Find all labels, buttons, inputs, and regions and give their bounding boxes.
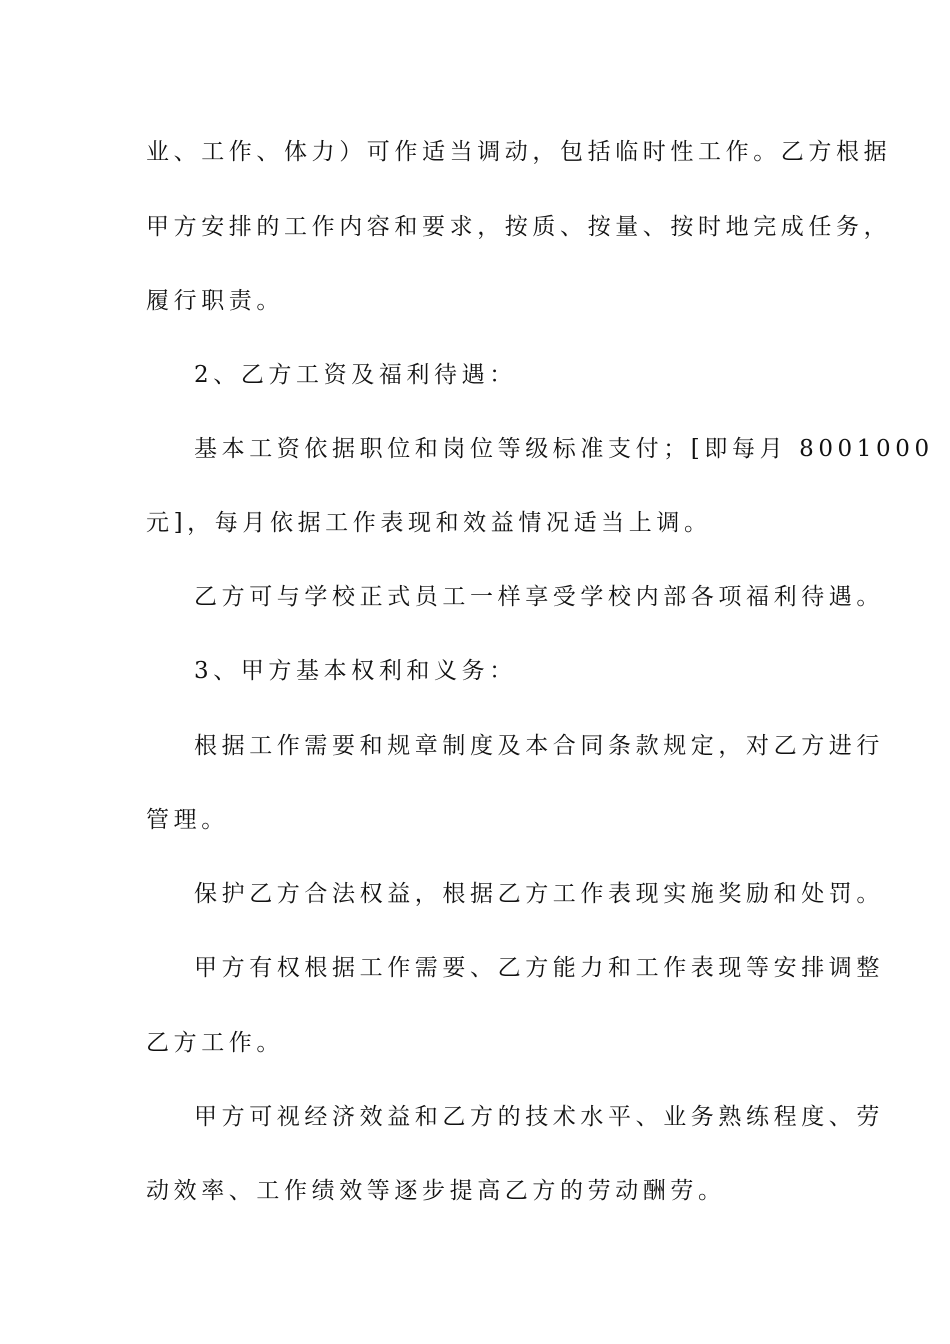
text-line: 根据工作需要和规章制度及本合同条款规定，对乙方进行 [194,733,884,759]
text-line: 元]，每月依据工作表现和效益情况适当上调。 [146,510,712,536]
section-heading: 3、甲方基本权利和义务： [194,658,517,684]
text-line: 管理。 [146,807,229,833]
text-line: 保护乙方合法权益，根据乙方工作表现实施奖励和处罚。 [194,881,884,907]
text-line: 甲方安排的工作内容和要求，按质、按量、按时地完成任务， [146,214,892,240]
text-line: 基本工资依据职位和岗位等级标准支付；[即每月 8001000 [194,436,934,462]
text-line: 甲方有权根据工作需要、乙方能力和工作表现等安排调整 [194,955,884,981]
text-line: 业、工作、体力）可作适当调动，包括临时性工作。乙方根据 [146,139,892,165]
text-line: 乙方可与学校正式员工一样享受学校内部各项福利待遇。 [194,584,884,610]
text-line: 动效率、工作绩效等逐步提高乙方的劳动酬劳。 [146,1178,726,1204]
section-heading: 2、乙方工资及福利待遇： [194,362,517,388]
text-line: 乙方工作。 [146,1030,284,1056]
text-line: 甲方可视经济效益和乙方的技术水平、业务熟练程度、劳 [194,1104,884,1130]
text-line: 履行职责。 [146,288,284,314]
